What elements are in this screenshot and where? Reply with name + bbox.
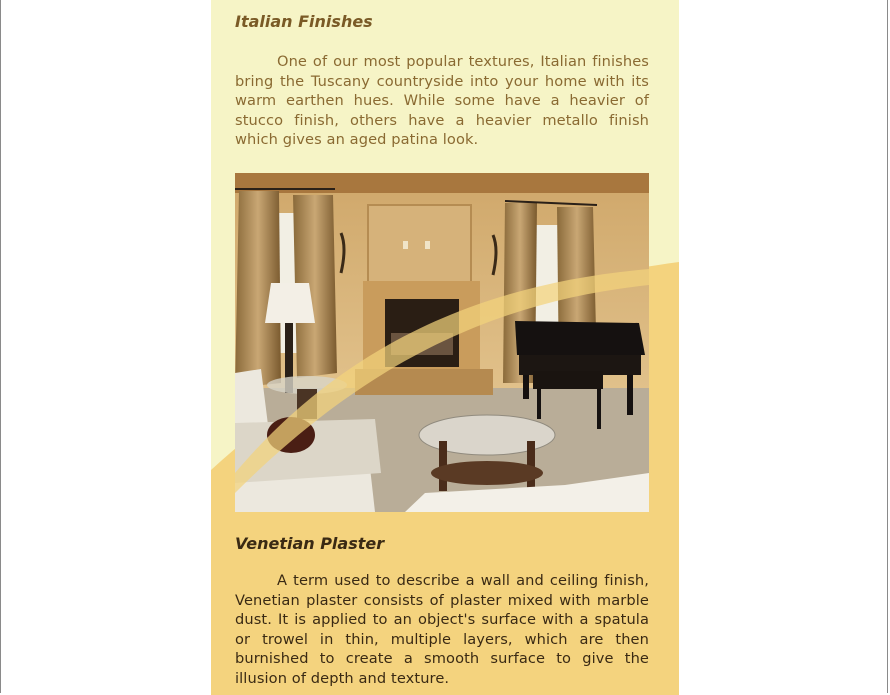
brochure-panel bbox=[211, 0, 679, 695]
section-body-venetian-plaster: A term used to describe a wall and ceiling finish, Venetian plaster consists of plaster mixed with marble dust. It is applied to an object's surface with a spatula or trowel in thin, multiple layers, which are then burnished to create a smooth surface to give the illusion of depth and texture. bbox=[235, 572, 649, 687]
living-room-photo bbox=[235, 173, 649, 512]
section-body-italian-finishes: One of our most popular textures, Italian finishes bring the Tuscany countryside into your home with its warm earthen hues. While some have a heavier of stucco finish, others have a heavier metallo finish which gives an aged patina look. bbox=[235, 53, 649, 149]
section-title-italian-finishes: Italian Finishes bbox=[235, 12, 373, 31]
section-title-venetian-plaster: Venetian Plaster bbox=[235, 534, 385, 553]
